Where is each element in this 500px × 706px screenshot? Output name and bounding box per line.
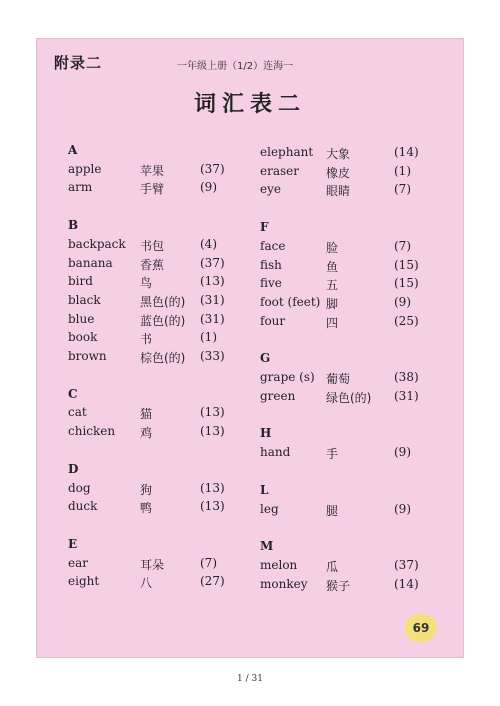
chinese-translation: 书包: [140, 238, 165, 253]
chinese-translation: 八: [140, 576, 153, 591]
vocab-entry: [260, 370, 450, 388]
page-reference: (14): [394, 576, 419, 591]
page-reference: (9): [394, 294, 411, 309]
chinese-translation: 绿色(的): [326, 390, 372, 405]
page-reference: (37): [394, 557, 419, 572]
chinese-translation: 脚: [326, 296, 339, 311]
vocab-entry: [260, 558, 450, 576]
chinese-translation: 鱼: [326, 259, 339, 274]
chinese-translation: 鸟: [140, 276, 153, 291]
english-word: melon: [260, 557, 298, 572]
chinese-translation: 大象: [326, 147, 351, 161]
book-page: [36, 38, 464, 658]
vocab-entry: [260, 577, 450, 595]
section-letter: C: [68, 386, 78, 401]
english-word: brown: [68, 349, 107, 363]
chinese-translation: 四: [326, 315, 339, 330]
page-reference: (13): [200, 424, 225, 439]
chinese-translation: 鸭: [140, 501, 153, 516]
page-reference: (7): [394, 238, 411, 253]
english-word: chicken: [68, 424, 116, 439]
page-reference: (13): [200, 274, 225, 289]
page-reference: (15): [394, 257, 419, 272]
vocab-entry: [260, 182, 450, 200]
english-word: green: [260, 388, 296, 403]
chinese-translation: 黑色(的): [140, 294, 186, 309]
english-word: fish: [260, 257, 282, 272]
chinese-translation: 五: [326, 278, 339, 293]
vocab-entry: [260, 445, 450, 463]
section-letter: M: [260, 539, 274, 554]
chinese-translation: 鸡: [140, 426, 153, 441]
vocab-entry: [260, 145, 450, 163]
vocab-entry: [68, 312, 258, 330]
english-word: five: [260, 276, 282, 291]
english-word: elephant: [260, 145, 314, 159]
english-word: eraser: [260, 163, 299, 178]
english-word: bird: [68, 274, 93, 289]
header-subtitle-text: 一年级上册（1/2）连海一: [177, 61, 294, 72]
chinese-translation: 瓜: [326, 559, 339, 574]
chinese-translation: 手: [326, 447, 339, 462]
english-word: cat: [68, 405, 87, 420]
page-reference: (13): [200, 480, 225, 495]
english-word: monkey: [260, 576, 308, 591]
page-reference: (1): [200, 330, 217, 345]
vocab-entry: [68, 274, 258, 292]
vocab-entry: [260, 258, 450, 276]
vocab-entry: [68, 349, 258, 367]
page-reference: (27): [200, 574, 225, 589]
english-word: duck: [68, 499, 98, 514]
page-reference: (31): [200, 311, 225, 326]
chinese-translation: 葡萄: [326, 372, 351, 386]
page-reference: (31): [200, 292, 225, 307]
chinese-translation: 狗: [140, 482, 153, 497]
chinese-translation: 猫: [140, 407, 153, 422]
english-word: backpack: [68, 236, 126, 251]
page-reference: (7): [394, 182, 411, 197]
vocab-entry: [68, 574, 258, 592]
english-word: dog: [68, 480, 91, 495]
page-reference: (14): [394, 145, 419, 159]
chinese-translation: 耳朵: [140, 557, 165, 572]
english-word: eye: [260, 182, 281, 197]
vocab-entry: [260, 164, 450, 182]
chinese-translation: 橡皮: [326, 165, 351, 180]
vocab-entry: [260, 389, 450, 407]
page-reference: (9): [394, 445, 411, 460]
chinese-translation: 眼睛: [326, 184, 351, 199]
page-reference: (38): [394, 370, 419, 384]
page-reference: (13): [200, 499, 225, 514]
english-word: apple: [68, 161, 102, 176]
english-word: grape (s): [260, 370, 315, 384]
page-number-badge: 69: [405, 614, 437, 642]
page-reference: (33): [200, 349, 225, 363]
section-letter: A: [68, 143, 78, 157]
page-reference: (1): [394, 163, 411, 178]
section-letter: B: [68, 218, 79, 233]
english-word: foot (feet): [260, 294, 321, 309]
vocab-entry: [68, 499, 258, 517]
vocab-entry: [68, 556, 258, 574]
english-word: leg: [260, 501, 279, 516]
chinese-translation: 蓝色(的): [140, 313, 186, 328]
vocab-entry: [260, 239, 450, 257]
chinese-translation: 脸: [326, 240, 339, 255]
page-reference: (37): [200, 161, 225, 176]
page-reference: (25): [394, 313, 419, 328]
english-word: black: [68, 292, 101, 307]
section-letter: F: [260, 220, 269, 235]
section-letter: D: [68, 461, 79, 476]
vocab-entry: [260, 502, 450, 520]
english-word: arm: [68, 180, 93, 195]
chinese-translation: 手臂: [140, 182, 165, 197]
page-reference: (13): [200, 405, 225, 420]
page-reference: (37): [200, 255, 225, 270]
english-word: ear: [68, 555, 88, 570]
vocab-entry: [68, 180, 258, 198]
vocab-entry: [68, 330, 258, 348]
chinese-translation: 苹果: [140, 163, 165, 178]
vocab-entry: [68, 481, 258, 499]
vocab-entry: [68, 424, 258, 442]
chinese-translation: 腿: [326, 503, 339, 518]
appendix-label: 附录二: [54, 54, 103, 72]
vocab-entry: [260, 314, 450, 332]
vocab-entry: [68, 256, 258, 274]
chinese-translation: 香蕉: [140, 257, 165, 272]
vocab-entry: [68, 162, 258, 180]
page-reference: (15): [394, 276, 419, 291]
english-word: blue: [68, 311, 95, 326]
chinese-translation: 书: [140, 332, 153, 347]
english-word: face: [260, 238, 286, 253]
page-title: 词汇表二: [193, 91, 306, 117]
page-reference: (9): [394, 501, 411, 516]
english-word: eight: [68, 574, 100, 589]
vocab-entry: [68, 293, 258, 311]
vocab-entry: [68, 237, 258, 255]
section-letter: H: [260, 426, 272, 441]
chinese-translation: 猴子: [326, 578, 351, 593]
section-letter: L: [260, 482, 269, 497]
header-subtitle: [177, 57, 293, 72]
vocab-entry: [260, 276, 450, 294]
page-reference: (4): [200, 236, 217, 251]
chinese-translation: 棕色(的): [140, 351, 186, 365]
vocab-entry: [260, 295, 450, 313]
pdf-page-indicator: 1 / 31: [237, 674, 263, 684]
section-letter: E: [68, 536, 78, 551]
english-word: banana: [68, 255, 113, 270]
english-word: hand: [260, 445, 291, 460]
page-reference: (31): [394, 388, 419, 403]
english-word: book: [68, 330, 98, 345]
page-reference: (9): [200, 180, 217, 195]
section-letter: G: [260, 351, 271, 366]
page-reference: (7): [200, 555, 217, 570]
english-word: four: [260, 313, 286, 328]
vocab-entry: [68, 405, 258, 423]
